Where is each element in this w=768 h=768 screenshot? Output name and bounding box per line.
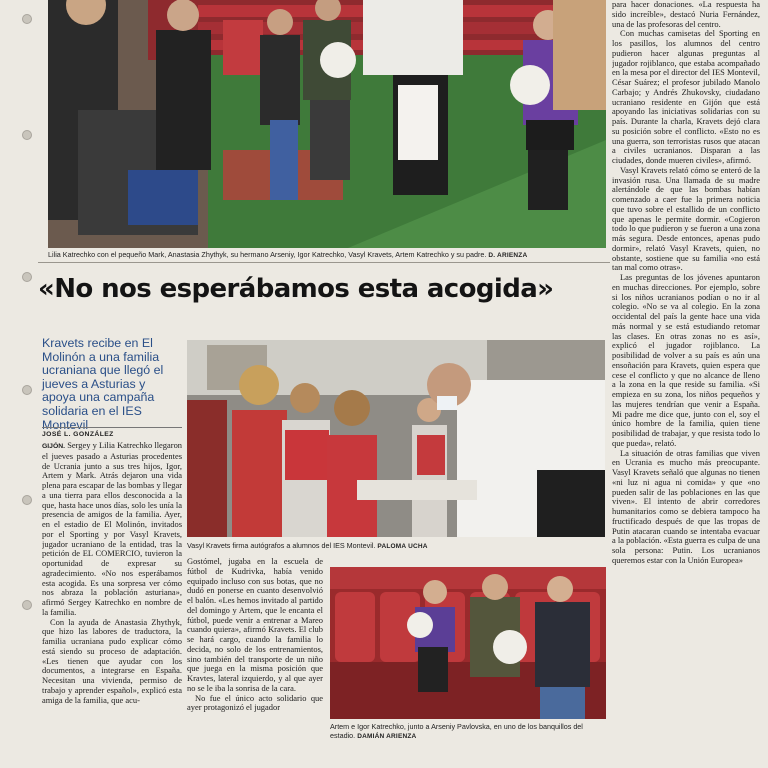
binder-hole [22,600,32,610]
paragraph: Con muchas camisetas del Sporting en los pasillos, los alumnos del centro pudieron hacer algunas preguntas al jugador rojiblanco, que estaba acompañado en la mesa por el director del IES Montevil, César Suárez; el profesor jubilado Manolo Carbajo; y Andrés Zhukovsky, ciudadano ucraniano residente en Gijón que está apoyando las iniciativas solidarias con su país. Durante la charla, Kravets dejó clara su posición sobre el conflicto. «Esto no es una guerra, son terroristas rusos que atacan a civiles ucranianos. Disparan a las ciudades, donde mueren civiles», afirmó. [612,28,760,165]
paragraph: La situación de otras familias que viven en Ucrania es mucho más preocupante. Vasyl Kravets señaló que algunas no tienen «ni luz ni agua ni comida» y que «no pueden salir de las poblaciones en las que viven». El intento de abrir corredores humanitarios como se debiera tampoco ha fructificado después de que las tropas de Putin atacaran cuando se intentaba evacuar a la población. «Esta guerra es culpa de una sola persona: Putin. Los ucranianos queremos estar con la Unión Europea» [612,447,760,565]
paragraph-text: Sergey y Lilia Katrechko llegaron el jueves pasado a Asturias procedentes de Ucrania junto a sus tres hijos, Igor, Artem y Mark. Atrás dejaron una vida plena para escapar de las bombas y llegar a una tierra para ellos desconocida a la que, hasta hace unos días, solo les unía la presencia de amigos de la familia. Ayer, en el estadio de El Molinón, invitados por el Sporting y por Vasyl Kravets, jugador ucraniano de la entidad, tras la petición de EL COMERCIO, tuvieron la oportunidad de expresar su agradecimiento. «No nos esperábamos esta acogida. Es una sorpresa ver cómo nos abraza la población asturiana», afirmó Sergey Katrechko en nombre de la familia. [42,441,182,617]
photo-credit: PALOMA UCHA [377,543,428,550]
paragraph: Con la ayuda de Anastasia Zhythyk, que hizo las labores de traductora, la familia ucraniana pudo explicar cómo está siendo su proceso de adaptación. «Les tienen que ayudar con los documentos, a integrarse en España. Necesitan una vivienda, permiso de trabajo y aprender español», explicó esta amiga de la familia, que acu- [42,616,182,705]
bottom-photo [330,567,606,719]
divider [38,262,610,263]
top-photo-caption [48,250,608,260]
binder-hole [22,495,32,505]
bottom-photo-caption [330,722,606,741]
binder-hole [22,130,32,140]
caption-text: Artem e Igor Katrechko, junto a Arseniy Pavlovska, en uno de los banquillos del estadio. [330,722,583,740]
headline: «No nos esperábamos esta acogida» [38,274,554,304]
caption-text: Vasyl Kravets firma autógrafos a alumnos del IES Montevil. [187,541,376,550]
top-photo [48,0,606,248]
paragraph: No fue el único acto solidario que ayer protagonizó el jugador [187,692,323,713]
deck: Kravets recibe en El Molinón a una familia ucraniana que llegó el jueves a Asturias y apoya una campaña solidaria en el IES Montevil [42,336,164,432]
dateline: GIJÓN. [42,443,66,450]
binder-hole [22,14,32,24]
photo-credit: DAMIÁN ARIENZA [357,733,417,740]
byline: JOSÉ L. GONZÁLEZ [42,427,182,438]
binder-hole [22,385,32,395]
paragraph: Gostómel, jugaba en la escuela de fútbol de Kudrivka, había venido equipado incluso con sus botas, que no dudó en ponerse en cuanto desenvolvió el balón. «Les hemos invitado al partido del domingo y Artem, que le encanta el fútbol, puede venir a entrenar a Mareo cuando quiera», afirmó Kravets. El club se hará cargo, cuando la familia lo decida, no solo de los entrenamientos, sino también del transporte de un niño que juega en la misma posición que Kravtes, lateral izquierdo, y al que ayer no se le iba la sonrisa de la cara. [187,557,323,693]
column-right [612,0,760,768]
paragraph [42,441,182,618]
binder-hole [22,272,32,282]
photo-credit: D. ARIENZA [488,252,528,259]
middle-photo-caption [187,541,605,551]
caption-text: Lilia Katrechko con el pequeño Mark, Anastasia Zhythyk, su hermano Arseniy, Igor Katrechko, Vasyl Kravets, Artem Katrechko y su padre. [48,250,487,259]
paragraph: para hacer donaciones. «La respuesta ha sido increíble», destacó Nuria Fernández, una de las profesoras del centro. [612,0,760,29]
paragraph: Las preguntas de los jóvenes apuntaron en muchas direcciones. Por ejemplo, sobre si los niños ucranianos podían o no ir al colegio. «No se va al colegio. En la zona occidental del país la gente hace una vida más normal y se está estudiando retomar las clases. En otras zonas no es así», explicó el jugador rojiblanco. La posibilidad de volver a su país es aún una ensoñación para Kravets, quien espera que cese el conflicto y que no alcance de lleno a la zona en la que reside su familia. «Si empieza en su zona, los niños pequeños y las mujeres tendrían que venir a España. Mi padre me dice que, junto con el, soy el único hombre de la familia, quien tiene posibilidad de trabajar, y que resista todo lo que pueda», relató. [612,272,760,448]
column-middle [187,557,323,768]
paragraph: Vasyl Kravets relató cómo se enteró de la invasión rusa. Una llamada de su madre alertándole de que las bombas habían comenzado a caer fue la primera noticia que tuvo sobre el estallido de un conflicto que apenas le permite dormir. «Cogieron todo lo que pudieron y se fueron a una zona más segura. Desde entonces, apenas pudo dormir», relató Vasyl Kravets, quien, no obstante, sostiene que su familia «no está tan mal como otras». [612,164,760,273]
middle-photo [187,340,605,537]
column-left [42,441,182,768]
